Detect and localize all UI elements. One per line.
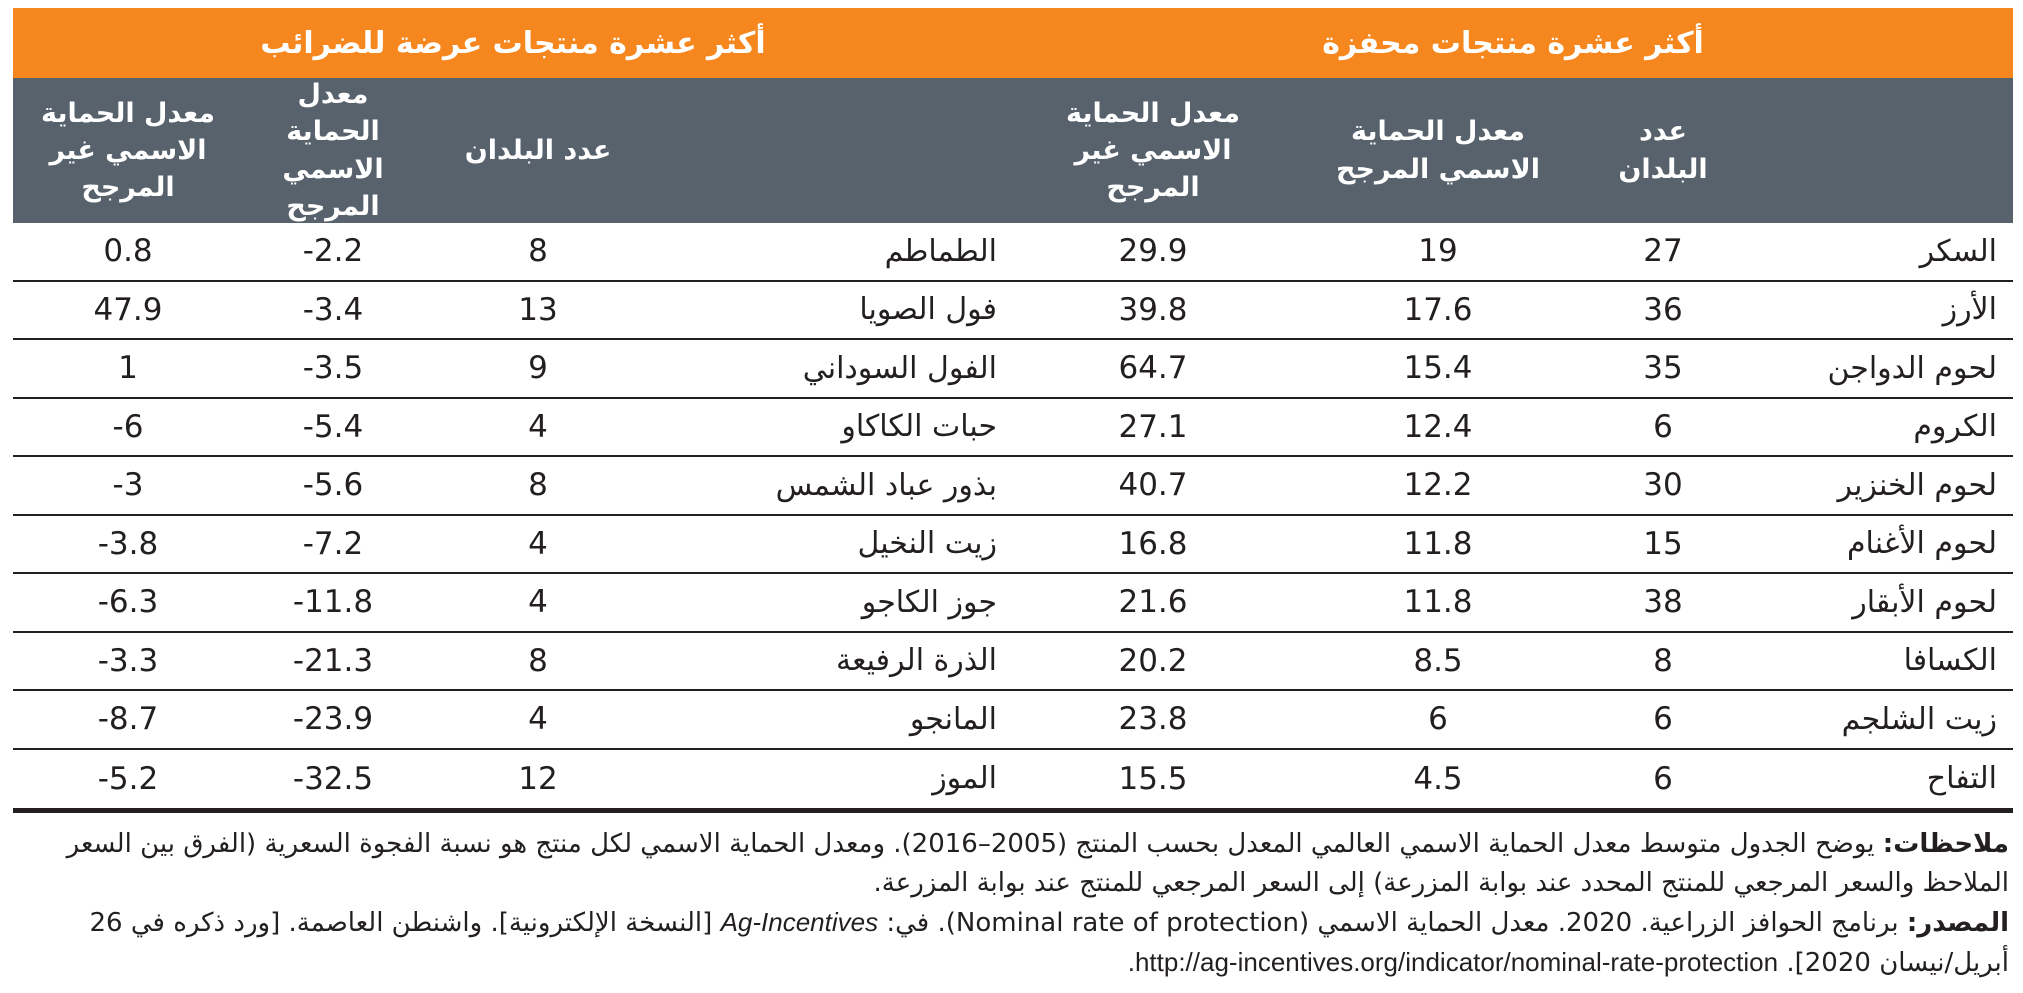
product-name: زيت الشلجم — [1841, 701, 1997, 737]
table-row — [13, 516, 2013, 575]
taxed-row-half — [13, 574, 1013, 631]
source-text-1: برنامج الحوافز الزراعية. 2020. معدل الحماية الاسمي (Nominal rate of protection). في: — [878, 908, 1907, 938]
unweighted-nrp-value: 20.2 — [1118, 642, 1188, 679]
unweighted-nrp-column-header: معدل الحماية الاسمي غير المرجح — [1066, 97, 1240, 204]
weighted-nrp-value: 12.2 — [1403, 467, 1473, 504]
unweighted-nrp-value: -5.2 — [97, 760, 159, 797]
unweighted-nrp-value: 16.8 — [1118, 525, 1188, 562]
countries-value: 8 — [528, 233, 548, 270]
weighted-nrp-value: 8.5 — [1413, 642, 1463, 679]
unweighted-nrp-value: -6.3 — [97, 584, 159, 621]
weighted-nrp-value: 19 — [1418, 233, 1458, 270]
incentivized-section-header — [1013, 8, 2013, 78]
countries-value: 38 — [1643, 584, 1683, 621]
weighted-nrp-value: -7.2 — [302, 525, 364, 562]
incentivized-row-half — [1013, 574, 2013, 631]
table-row — [13, 633, 2013, 692]
unweighted-nrp-value: 29.9 — [1118, 233, 1188, 270]
countries-value: 6 — [1653, 701, 1673, 738]
countries-value: 4 — [528, 584, 548, 621]
product-name: بذور عباد الشمس — [775, 467, 997, 503]
weighted-nrp-value: 11.8 — [1403, 584, 1473, 621]
table-body — [13, 223, 2013, 813]
countries-value: 8 — [528, 467, 548, 504]
weighted-nrp-value: -2.2 — [302, 233, 364, 270]
incentivized-row-half — [1013, 282, 2013, 339]
weighted-nrp-column-header: معدل الحماية الاسمي المرجح — [1336, 116, 1540, 185]
incentivized-row-half — [1013, 340, 2013, 397]
notes-label: ملاحظات: — [1882, 829, 2009, 859]
unweighted-nrp-value: 27.1 — [1118, 408, 1188, 445]
weighted-nrp-value: 11.8 — [1403, 525, 1473, 562]
source-paragraph — [17, 903, 2009, 983]
taxed-row-half — [13, 691, 1013, 748]
incentivized-row-half — [1013, 457, 2013, 514]
unweighted-nrp-value: 39.8 — [1118, 291, 1188, 328]
weighted-nrp-value: -5.6 — [302, 467, 364, 504]
product-name: فول الصويا — [859, 292, 997, 328]
product-name: الذرة الرفيعة — [836, 643, 997, 679]
weighted-nrp-value: 15.4 — [1403, 350, 1473, 387]
countries-value: 4 — [528, 408, 548, 445]
section-title-band — [13, 8, 2013, 78]
product-name: لحوم الأغنام — [1846, 526, 1997, 562]
taxed-section-title: أكثر عشرة منتجات عرضة للضرائب — [260, 25, 766, 61]
taxed-column-headers — [13, 78, 1013, 223]
weighted-nrp-column-header: معدل الحماية الاسمي المرجح — [282, 79, 384, 222]
taxed-row-half — [13, 750, 1013, 809]
product-name: حبات الكاكاو — [841, 409, 997, 445]
table-row — [13, 750, 2013, 809]
countries-value: 6 — [1653, 760, 1673, 797]
product-name: الكسافا — [1903, 643, 1997, 679]
taxed-section-header — [13, 8, 1013, 78]
notes-text: يوضح الجدول متوسط معدل الحماية الاسمي العالمي المعدل بحسب المنتج (2005–2016). ومعدل الحماية الاسمي لكل منتج هو نسبة الفجوة السعرية (الفرق بين السعر الملاحظ والسعر المرجعي للمنتج المحدد عند بوابة المزرعة) إلى السعر المرجعي للمنتج عند بوابة المزرعة. — [66, 829, 2009, 898]
incentivized-column-headers — [1013, 78, 2013, 223]
product-name: زيت النخيل — [857, 526, 997, 562]
source-url: http://ag-incentives.org/indicator/nominal-rate-protection. — [1127, 947, 1779, 977]
unweighted-nrp-value: -3 — [112, 467, 144, 504]
taxed-row-half — [13, 633, 1013, 690]
weighted-nrp-value: -11.8 — [292, 584, 374, 621]
table-row — [13, 457, 2013, 516]
countries-value: 36 — [1643, 291, 1683, 328]
incentivized-row-half — [1013, 516, 2013, 573]
weighted-nrp-value: -5.4 — [302, 408, 364, 445]
unweighted-nrp-value: 40.7 — [1118, 467, 1188, 504]
product-name: لحوم الدواجن — [1827, 350, 1997, 386]
weighted-nrp-value: -23.9 — [292, 701, 374, 738]
product-name: الطماطم — [884, 233, 997, 269]
countries-column-header: عدد البلدان — [464, 134, 612, 166]
countries-value: 8 — [528, 642, 548, 679]
countries-value: 6 — [1653, 408, 1673, 445]
source-database-name: Ag-Incentives — [720, 907, 879, 937]
weighted-nrp-value: 4.5 — [1413, 760, 1463, 797]
countries-value: 30 — [1643, 467, 1683, 504]
product-name: لحوم الأبقار — [1852, 584, 1997, 620]
product-name: الموز — [932, 761, 997, 797]
incentivized-row-half — [1013, 399, 2013, 456]
countries-value: 12 — [518, 760, 558, 797]
product-name: المانجو — [909, 701, 997, 737]
product-name: الأرز — [1942, 292, 1997, 328]
weighted-nrp-value: 17.6 — [1403, 291, 1473, 328]
table-row — [13, 223, 2013, 282]
incentivized-row-half — [1013, 691, 2013, 748]
unweighted-nrp-value: 23.8 — [1118, 701, 1188, 738]
weighted-nrp-value: -3.4 — [302, 291, 364, 328]
taxed-row-half — [13, 399, 1013, 456]
unweighted-nrp-value: -3.3 — [97, 642, 159, 679]
countries-value: 4 — [528, 701, 548, 738]
countries-value: 4 — [528, 525, 548, 562]
weighted-nrp-value: -21.3 — [292, 642, 374, 679]
source-label: المصدر: — [1906, 908, 2009, 938]
taxed-row-half — [13, 516, 1013, 573]
table-row — [13, 340, 2013, 399]
column-header-band — [13, 78, 2013, 223]
unweighted-nrp-value: -8.7 — [97, 701, 159, 738]
countries-value: 9 — [528, 350, 548, 387]
notes-paragraph — [17, 825, 2009, 903]
product-name: التفاح — [1926, 761, 1997, 797]
unweighted-nrp-value: 0.8 — [103, 233, 153, 270]
weighted-nrp-value: -3.5 — [302, 350, 364, 387]
unweighted-nrp-value: -6 — [112, 408, 144, 445]
incentivized-row-half — [1013, 223, 2013, 280]
taxed-row-half — [13, 457, 1013, 514]
countries-value: 8 — [1653, 642, 1673, 679]
product-name: الكروم — [1913, 409, 1997, 445]
source-text-2: [النسخة الإلكترونية]. واشنطن العاصمة. [ورد ذكره في 26 أبريل/نيسان 2020]. — [89, 908, 2009, 978]
taxed-row-half — [13, 340, 1013, 397]
unweighted-nrp-value: 15.5 — [1118, 760, 1188, 797]
product-name: جوز الكاجو — [861, 584, 997, 620]
unweighted-nrp-value: 21.6 — [1118, 584, 1188, 621]
unweighted-nrp-value: 1 — [118, 350, 138, 387]
table-notes — [13, 825, 2013, 983]
weighted-nrp-value: 12.4 — [1403, 408, 1473, 445]
countries-value: 35 — [1643, 350, 1683, 387]
table-row — [13, 399, 2013, 458]
incentivized-section-title: أكثر عشرة منتجات محفزة — [1322, 25, 1704, 61]
taxed-row-half — [13, 223, 1013, 280]
table-row — [13, 691, 2013, 750]
product-name: السكر — [1919, 233, 1997, 269]
unweighted-nrp-value: 64.7 — [1118, 350, 1188, 387]
countries-value: 27 — [1643, 233, 1683, 270]
incentivized-row-half — [1013, 750, 2013, 809]
table-row — [13, 574, 2013, 633]
product-name: لحوم الخنزير — [1837, 467, 1997, 503]
table-row — [13, 282, 2013, 341]
taxed-row-half — [13, 282, 1013, 339]
unweighted-nrp-value: 47.9 — [93, 291, 163, 328]
countries-value: 13 — [518, 291, 558, 328]
countries-value: 15 — [1643, 525, 1683, 562]
unweighted-nrp-value: -3.8 — [97, 525, 159, 562]
incentivized-row-half — [1013, 633, 2013, 690]
product-name: الفول السوداني — [802, 350, 997, 386]
weighted-nrp-value: 6 — [1428, 701, 1448, 738]
weighted-nrp-value: -32.5 — [292, 760, 374, 797]
countries-column-header: عدد البلدان — [1618, 116, 1708, 185]
unweighted-nrp-column-header: معدل الحماية الاسمي غير المرجح — [41, 97, 215, 204]
